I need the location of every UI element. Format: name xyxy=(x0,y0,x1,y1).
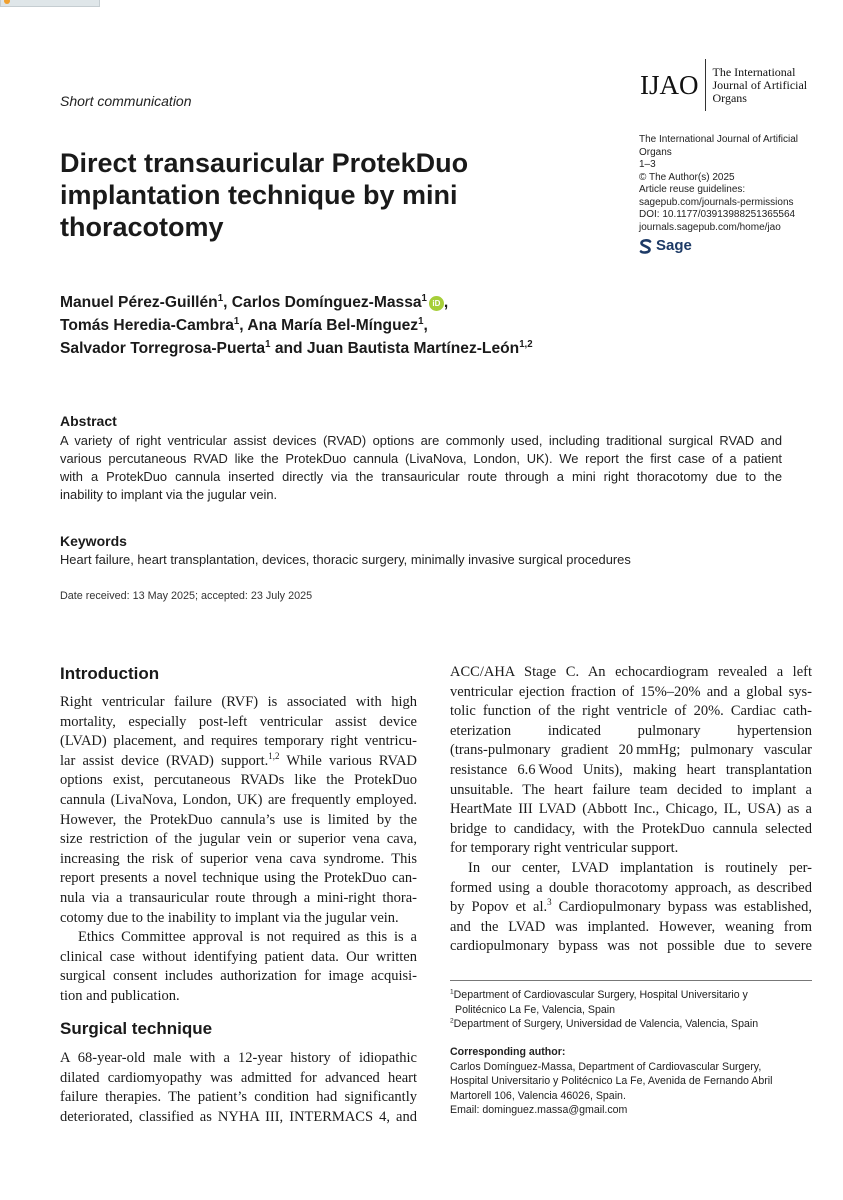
meta-line: The International Journal of Artificial xyxy=(639,134,798,145)
body-line: for temporary right ventricular support. xyxy=(450,840,679,857)
author-name: Manuel Pérez-Guillén xyxy=(60,294,218,311)
body-line: resistance 6.6 Wood Units), making heart transplantation xyxy=(450,761,812,778)
meta-line: Article reuse guidelines: xyxy=(639,184,746,195)
corresponding-line: Carlos Domínguez-Massa, Department of Cardiovascular Surgery, xyxy=(450,1060,762,1073)
body-line: (LVAD) placement, and requires temporary right ventricu- xyxy=(60,733,417,750)
corresponding-line: Martorell 106, Valencia 46026, Spain. xyxy=(450,1089,626,1102)
introduction-heading: Introduction xyxy=(60,664,160,683)
citation-sup[interactable]: 3 xyxy=(547,897,552,908)
meta-pages: 1–3 xyxy=(639,159,656,170)
body-line: deteriorated, classified as NYHA III, INTERMACS 4, and xyxy=(60,1108,417,1125)
author-affiliation-sup: 1 xyxy=(421,292,427,304)
author-line: Tomás Heredia-Cambra$^1$, Ana María Bel-Mínguez$^1$, xyxy=(60,315,428,334)
abstract-text xyxy=(60,432,782,504)
introduction-text xyxy=(60,693,417,1007)
body-line: tion and publication. xyxy=(60,987,180,1004)
body-line: ventricular ejection fraction of 15%–20% and a global sys- xyxy=(450,683,812,700)
body-line: Right ventricular failure (RVF) is associated with high xyxy=(60,694,417,710)
corresponding-heading: Corresponding author: xyxy=(450,1046,566,1058)
meta-copyright: © The Author(s) 2025 xyxy=(639,171,735,183)
keywords-heading: Keywords xyxy=(60,533,127,549)
journal-logo-text xyxy=(713,66,808,105)
title-line: thoracotomy xyxy=(60,212,224,242)
body-line: formed using a double thoracotomy approach, as described xyxy=(450,879,812,896)
body-line: options exist, percutaneous RVADs like the ProtekDuo xyxy=(60,772,417,789)
corresponding-author xyxy=(450,1045,812,1118)
abstract-line: A variety of right ventricular assist devices (RVAD) options are commonly used, including traditional surgical RVAD and xyxy=(60,433,782,448)
author-line: Manuel Pérez-Guillén$^1$, Carlos Domínguez-Massa$^1$ iD , xyxy=(60,292,449,311)
logo-text-line: Journal of Artificial xyxy=(712,77,808,92)
logo-text-line: Organs xyxy=(712,90,747,105)
body-line xyxy=(450,898,812,918)
affiliation-text: Department of Surgery, Universidad de Valencia, Valencia, Spain xyxy=(453,1018,759,1030)
body-line: unsuitable. The heart failure team decided to implant a xyxy=(450,781,812,798)
journal-logo xyxy=(640,62,807,108)
body-line: surgical consent includes authorization for image acquisi- xyxy=(60,968,417,985)
logo-text-line: The International xyxy=(712,64,796,79)
corresponding-email[interactable]: Email: dominguez.massa@gmail.com xyxy=(450,1104,628,1116)
keywords-text: Heart failure, heart transplantation, devices, thoracic surgery, minimally invasive surgical procedures xyxy=(60,552,631,567)
body-line: eterization indicated pulmonary hypertension xyxy=(450,722,812,739)
body-line: Ethics Committee approval is not required as this is a xyxy=(78,929,417,946)
article-type: Short communication xyxy=(60,93,192,109)
body-line: cannula (LivaNova, London, UK) are frequently employed. xyxy=(60,791,417,808)
footnote-divider xyxy=(450,980,812,981)
affiliation-sup: 2 xyxy=(450,1017,454,1025)
body-line: failure therapies. The patient’s condition had significantly xyxy=(60,1089,417,1106)
body-text: Cardiopulmonary bypass was established, xyxy=(551,899,812,916)
author-affiliation-sup: 1 xyxy=(418,315,424,327)
body-line: nula via a transauricular route through a mini-right thora- xyxy=(60,889,417,906)
body-line: and the LVAD was implanted. However, weaning from xyxy=(450,918,812,935)
sage-logo-icon xyxy=(639,239,652,254)
abstract-heading: Abstract xyxy=(60,413,117,429)
affiliation-line xyxy=(450,988,812,1003)
meta-permissions-link[interactable]: sagepub.com/journals-permissions xyxy=(639,196,794,208)
body-text: by Popov et al. xyxy=(450,899,548,916)
surgical-technique-text xyxy=(60,1049,417,1127)
body-text: lar assist device (RVAD) support. xyxy=(60,752,269,769)
body-line: mortality, especially post-left ventricular assist device xyxy=(60,713,417,730)
body-line: size restriction of the jugular vein or superior vena cava, xyxy=(60,831,417,848)
corresponding-line: Hospital Universitario y Politécnico La Fe, Avenida de Fernando Abril xyxy=(450,1075,773,1087)
body-line: dilated cardiomyopathy was admitted for advanced heart xyxy=(60,1069,417,1086)
author-list xyxy=(60,291,700,360)
body-line: clinical case without identifying patient data. Our written xyxy=(60,948,417,965)
body-line: A 68-year-old male with a 12-year history of idiopathic xyxy=(60,1050,417,1066)
author-affiliation-sup: 1 xyxy=(217,292,224,304)
surgical-technique-heading: Surgical technique xyxy=(60,1019,213,1038)
title-line: Direct transauricular ProtekDuo xyxy=(60,148,469,178)
author-conjunction: and xyxy=(274,340,303,357)
date-received: Date received: 13 May 2025; accepted: 23 July 2025 xyxy=(60,590,313,602)
affiliation-line xyxy=(450,1017,812,1032)
corner-badge xyxy=(0,0,100,7)
author-line xyxy=(60,337,700,360)
meta-line: Organs xyxy=(639,146,672,158)
abstract-line: inability to implant via the jugular vein. xyxy=(60,487,278,502)
body-line: ACC/AHA Stage C. An echocardiogram revealed a left xyxy=(450,664,812,680)
body-line: (trans-pulmonary gradient 20 mmHg; pulmonary vascular xyxy=(450,742,812,759)
badge-dot-icon xyxy=(4,0,10,4)
author-affiliation-sup: 1 xyxy=(265,338,271,350)
abstract-line: various percutaneous RVAD like the ProtekDuo cannula (LivaNova, London, UK). We report the first case of a patient xyxy=(60,451,782,466)
title-line: implantation technique by mini xyxy=(60,180,458,210)
journal-meta xyxy=(639,134,819,254)
publisher-logo xyxy=(639,239,819,254)
affiliation-text: Department of Cardiovascular Surgery, Hospital Universitario y xyxy=(453,989,748,1001)
body-line xyxy=(60,752,417,772)
author-affiliation-sup: 1 xyxy=(233,315,240,327)
body-line: increasing the risk of superior vena cava syndrome. This xyxy=(60,850,417,867)
affiliation-line: Politécnico La Fe, Valencia, Spain xyxy=(455,1003,615,1016)
body-line: HeartMate III LVAD (Abbott Inc., Chicago, IL, USA) as a xyxy=(450,801,812,818)
meta-doi[interactable]: DOI: 10.1177/03913988251365564 xyxy=(639,209,796,220)
body-line: However, the ProtekDuo cannula’s use is limited by the xyxy=(60,811,417,828)
body-line: cardiopulmonary bypass was not possible due to severe xyxy=(450,938,812,955)
meta-journal-link[interactable]: journals.sagepub.com/home/jao xyxy=(639,221,781,233)
body-line: In our center, LVAD implantation is routinely per- xyxy=(468,859,812,876)
body-line: report presents a novel technique using the ProtekDuo can- xyxy=(60,870,417,887)
logo-divider xyxy=(705,59,706,111)
right-column-text xyxy=(450,663,812,957)
abstract-line: with a ProtekDuo cannula inserted directly via the transauricular route through a mini right thoracotomy due to the xyxy=(60,469,782,484)
author-name: Salvador Torregrosa-Puerta xyxy=(60,340,266,357)
author-name: Tomás Heredia-Cambra xyxy=(60,317,234,334)
affiliation-sup: 1 xyxy=(450,988,454,996)
citation-sup[interactable]: 1,2 xyxy=(268,750,280,761)
journal-logo-mark: IJAO xyxy=(640,69,699,100)
body-line: bridge to candidacy, with the ProtekDuo cannula selected xyxy=(450,820,812,837)
article-title xyxy=(60,147,530,243)
author-name: Carlos Domínguez-Massa xyxy=(231,294,422,311)
author-name: Ana María Bel-Mínguez xyxy=(247,317,419,334)
body-text: While various RVAD xyxy=(279,752,417,769)
orcid-icon[interactable]: iD xyxy=(429,296,444,311)
author-name: Juan Bautista Martínez-León xyxy=(306,340,520,357)
affiliations xyxy=(450,988,812,1032)
body-line: cotomy due to the inability to implant via the jugular vein. xyxy=(60,909,399,926)
publisher-name: Sage xyxy=(656,237,692,255)
body-line: tolic function of the right ventricle of 20%. Cardiac cath- xyxy=(450,703,812,720)
author-affiliation-sup: 1,2 xyxy=(519,338,533,350)
